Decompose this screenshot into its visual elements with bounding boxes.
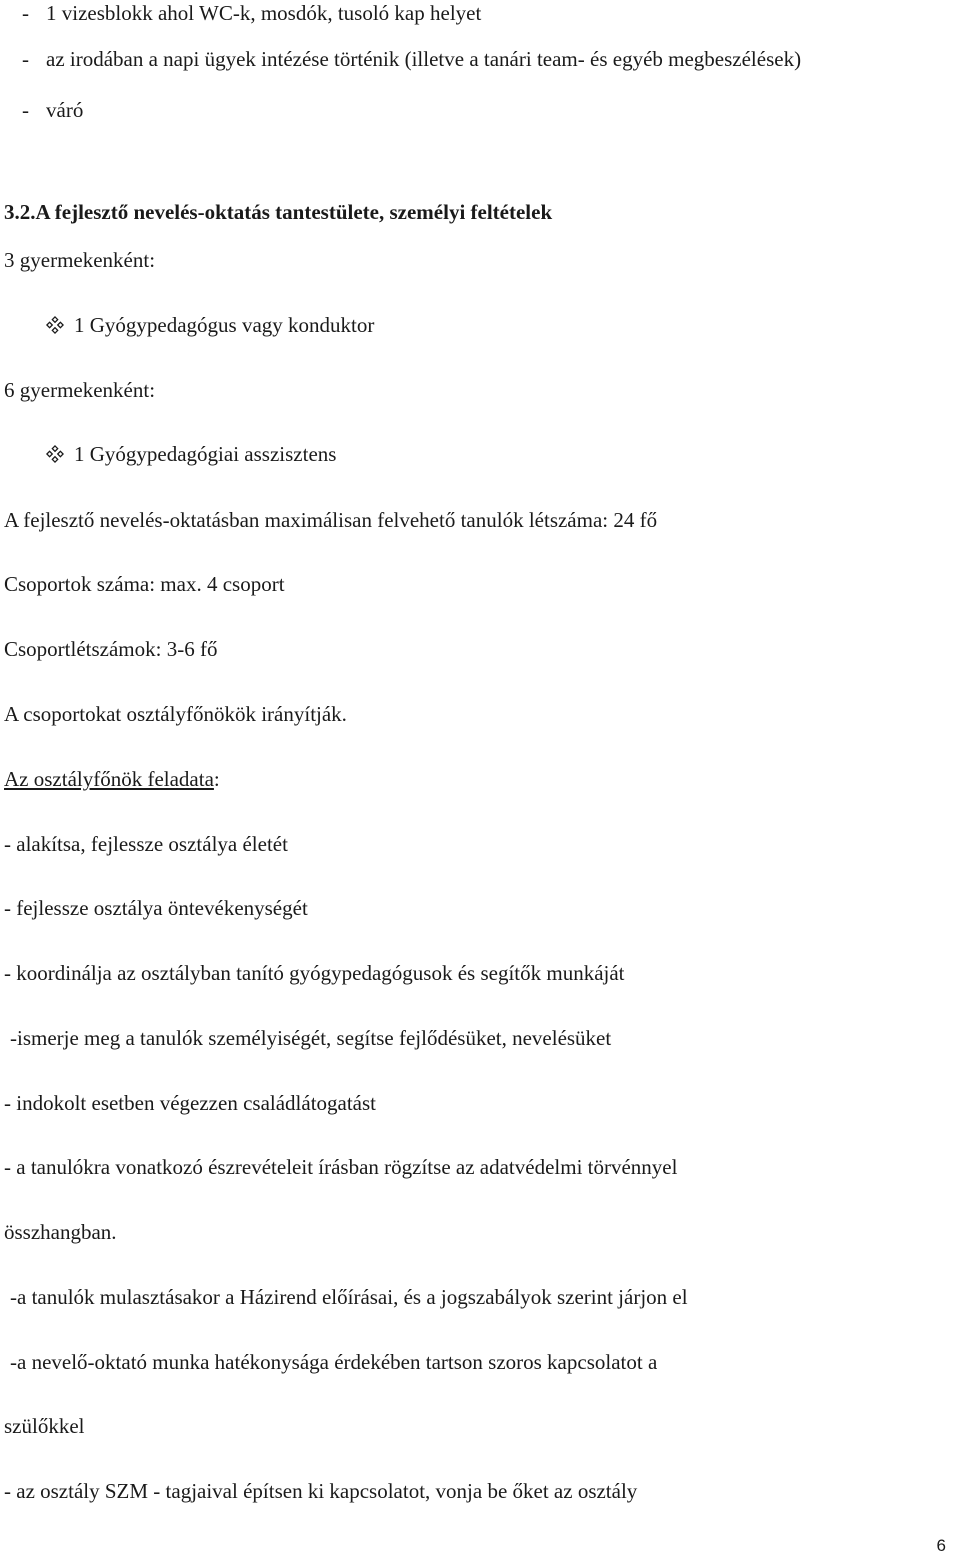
section-heading: 3.2.A fejlesztő nevelés-oktatás tantestülete, személyi feltételek <box>4 200 553 224</box>
duty-line: -a tanulók mulasztásakor a Házirend előírásai, és a jogszabályok szerint járjon el <box>10 1285 688 1309</box>
duty-line: - fejlessze osztálya öntevékenységét <box>4 896 308 920</box>
duty-line: -a nevelő-oktató munka hatékonysága érdekében tartson szoros kapcsolatot a <box>10 1350 658 1374</box>
duty-line: - indokolt esetben végezzen családlátogatást <box>4 1091 377 1115</box>
diamond-bullet-icon <box>46 316 64 334</box>
page-number: 6 <box>936 1536 946 1555</box>
duty-line: - koordinálja az osztályban tanító gyógypedagógusok és segítők munkáját <box>4 961 625 985</box>
duty-line: szülőkkel <box>4 1414 85 1438</box>
duties-heading-text: Az osztályfőnök feladata <box>4 767 214 791</box>
duties-heading-colon: : <box>213 767 220 791</box>
info-line: A fejlesztő nevelés-oktatásban maximálisan felvehető tanulók létszáma: 24 fő <box>4 508 658 532</box>
list-item <box>22 0 481 26</box>
dash-marker: - <box>22 1 29 25</box>
staff-bullet-item <box>46 441 336 467</box>
duty-line: - a tanulókra vonatkozó észrevételeit írásban rögzítse az adatvédelmi törvénnyel <box>4 1155 678 1179</box>
info-line: Csoportlétszámok: 3-6 fő <box>4 637 218 661</box>
dash-marker: - <box>22 47 29 71</box>
info-line: Csoportok száma: max. 4 csoport <box>4 572 285 596</box>
staff-label: 3 gyermekenként: <box>4 248 156 272</box>
diamond-bullet-icon <box>46 445 64 463</box>
duty-line: összhangban. <box>4 1220 117 1244</box>
staff-bullet-text: 1 Gyógypedagógiai asszisztens <box>74 442 337 466</box>
duties-heading <box>4 766 220 792</box>
list-item <box>22 46 801 72</box>
staff-bullet-text: 1 Gyógypedagógus vagy konduktor <box>74 313 375 337</box>
dash-marker: - <box>22 98 29 122</box>
list-item-text: az irodában a napi ügyek intézése történik (illetve a tanári team- és egyéb megbeszélések) <box>46 47 802 71</box>
list-item-text: váró <box>46 98 84 122</box>
staff-label: 6 gyermekenként: <box>4 378 156 402</box>
duty-line: - alakítsa, fejlessze osztálya életét <box>4 832 288 856</box>
duty-line: - az osztály SZM - tagjaival építsen ki kapcsolatot, vonja be őket az osztály <box>4 1479 638 1503</box>
list-item-text: 1 vizesblokk ahol WC-k, mosdók, tusoló kap helyet <box>46 1 482 25</box>
duty-line: -ismerje meg a tanulók személyiségét, segítse fejlődésüket, nevelésüket <box>10 1026 612 1050</box>
info-line: A csoportokat osztályfőnökök irányítják. <box>4 702 347 726</box>
list-item <box>22 97 83 123</box>
staff-bullet-item <box>46 312 374 338</box>
